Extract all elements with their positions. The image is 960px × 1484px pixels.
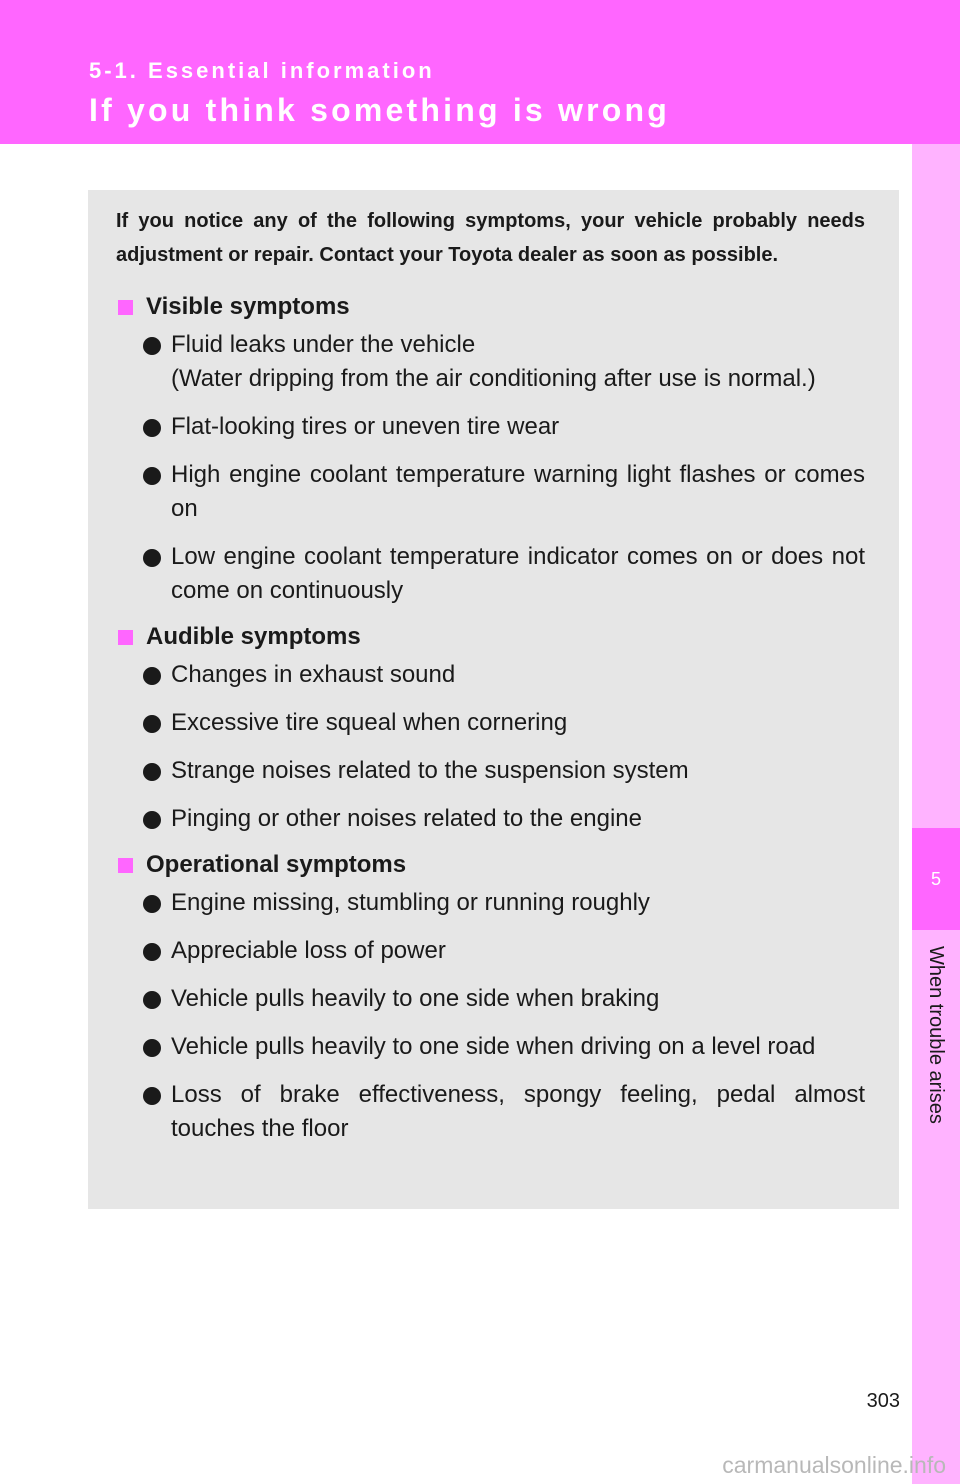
bullet-icon bbox=[143, 811, 161, 829]
group-heading-text: Audible symptoms bbox=[146, 623, 361, 650]
square-bullet-icon bbox=[118, 300, 133, 315]
bullet-icon bbox=[143, 1039, 161, 1057]
bullet-icon bbox=[143, 1087, 161, 1105]
list-item-text: Low engine coolant temperature indicator comes on or does not come on continuously bbox=[171, 543, 865, 604]
list-item bbox=[116, 886, 865, 920]
symptoms-box bbox=[88, 190, 899, 1209]
chapter-tab bbox=[912, 828, 960, 930]
list-item bbox=[116, 754, 865, 788]
list-item-text: Engine missing, stumbling or running roughly bbox=[171, 889, 650, 916]
bullet-icon bbox=[143, 943, 161, 961]
list-item-text: Vehicle pulls heavily to one side when driving on a level road bbox=[171, 1033, 816, 1060]
list-item bbox=[116, 658, 865, 692]
list-item-text: Fluid leaks under the vehicle bbox=[171, 331, 476, 358]
list-item bbox=[116, 1030, 865, 1064]
list-item bbox=[116, 706, 865, 740]
bullet-icon bbox=[143, 467, 161, 485]
list-item-note: (Water dripping from the air conditioning after use is normal.) bbox=[171, 365, 816, 392]
bullet-icon bbox=[143, 337, 161, 355]
list-item-text: Flat-looking tires or uneven tire wear bbox=[171, 413, 560, 440]
group-heading bbox=[116, 850, 865, 880]
page-number: 303 bbox=[866, 1390, 900, 1412]
list-item-text: Strange noises related to the suspension system bbox=[171, 757, 689, 784]
bullet-icon bbox=[143, 549, 161, 567]
list-item bbox=[116, 410, 865, 444]
square-bullet-icon bbox=[118, 858, 133, 873]
list-item bbox=[116, 328, 865, 396]
section-label: 5-1. Essential information bbox=[89, 58, 435, 83]
list-item-text: Appreciable loss of power bbox=[171, 937, 446, 964]
chapter-number: 5 bbox=[930, 868, 941, 889]
list-item bbox=[116, 458, 865, 526]
square-bullet-icon bbox=[118, 630, 133, 645]
chapter-name: When trouble arises bbox=[925, 946, 947, 1124]
list-item-text: Pinging or other noises related to the engine bbox=[171, 805, 642, 832]
side-strip bbox=[912, 144, 960, 1484]
list-item bbox=[116, 802, 865, 836]
bullet-icon bbox=[143, 715, 161, 733]
list-item-text: Excessive tire squeal when cornering bbox=[171, 709, 568, 736]
bullet-icon bbox=[143, 667, 161, 685]
group-heading bbox=[116, 622, 865, 652]
list-item-text: Vehicle pulls heavily to one side when braking bbox=[171, 985, 660, 1012]
bullet-icon bbox=[143, 419, 161, 437]
bullet-icon bbox=[143, 763, 161, 781]
group-operational bbox=[116, 850, 865, 1146]
list-item bbox=[116, 1078, 865, 1146]
group-heading-text: Visible symptoms bbox=[146, 293, 350, 320]
watermark: carmanualsonline.info bbox=[722, 1452, 946, 1478]
group-visible bbox=[116, 292, 865, 608]
list-item bbox=[116, 982, 865, 1016]
list-item bbox=[116, 540, 865, 608]
bullet-icon bbox=[143, 991, 161, 1009]
bullet-icon bbox=[143, 895, 161, 913]
list-item-text: Changes in exhaust sound bbox=[171, 661, 456, 688]
list-item-text: High engine coolant temperature warning light flashes or comes on bbox=[171, 461, 865, 522]
group-audible bbox=[116, 622, 865, 836]
group-heading bbox=[116, 292, 865, 322]
intro-text: If you notice any of the following symptoms, your vehicle probably needs adjustment or repair. Contact your Toyota dealer as soon as possible. bbox=[116, 210, 865, 266]
group-heading-text: Operational symptoms bbox=[146, 851, 407, 878]
page-title: If you think something is wrong bbox=[89, 92, 670, 128]
list-item bbox=[116, 934, 865, 968]
page-header bbox=[0, 0, 960, 144]
list-item-text: Loss of brake effectiveness, spongy feeling, pedal almost touches the floor bbox=[171, 1081, 865, 1142]
